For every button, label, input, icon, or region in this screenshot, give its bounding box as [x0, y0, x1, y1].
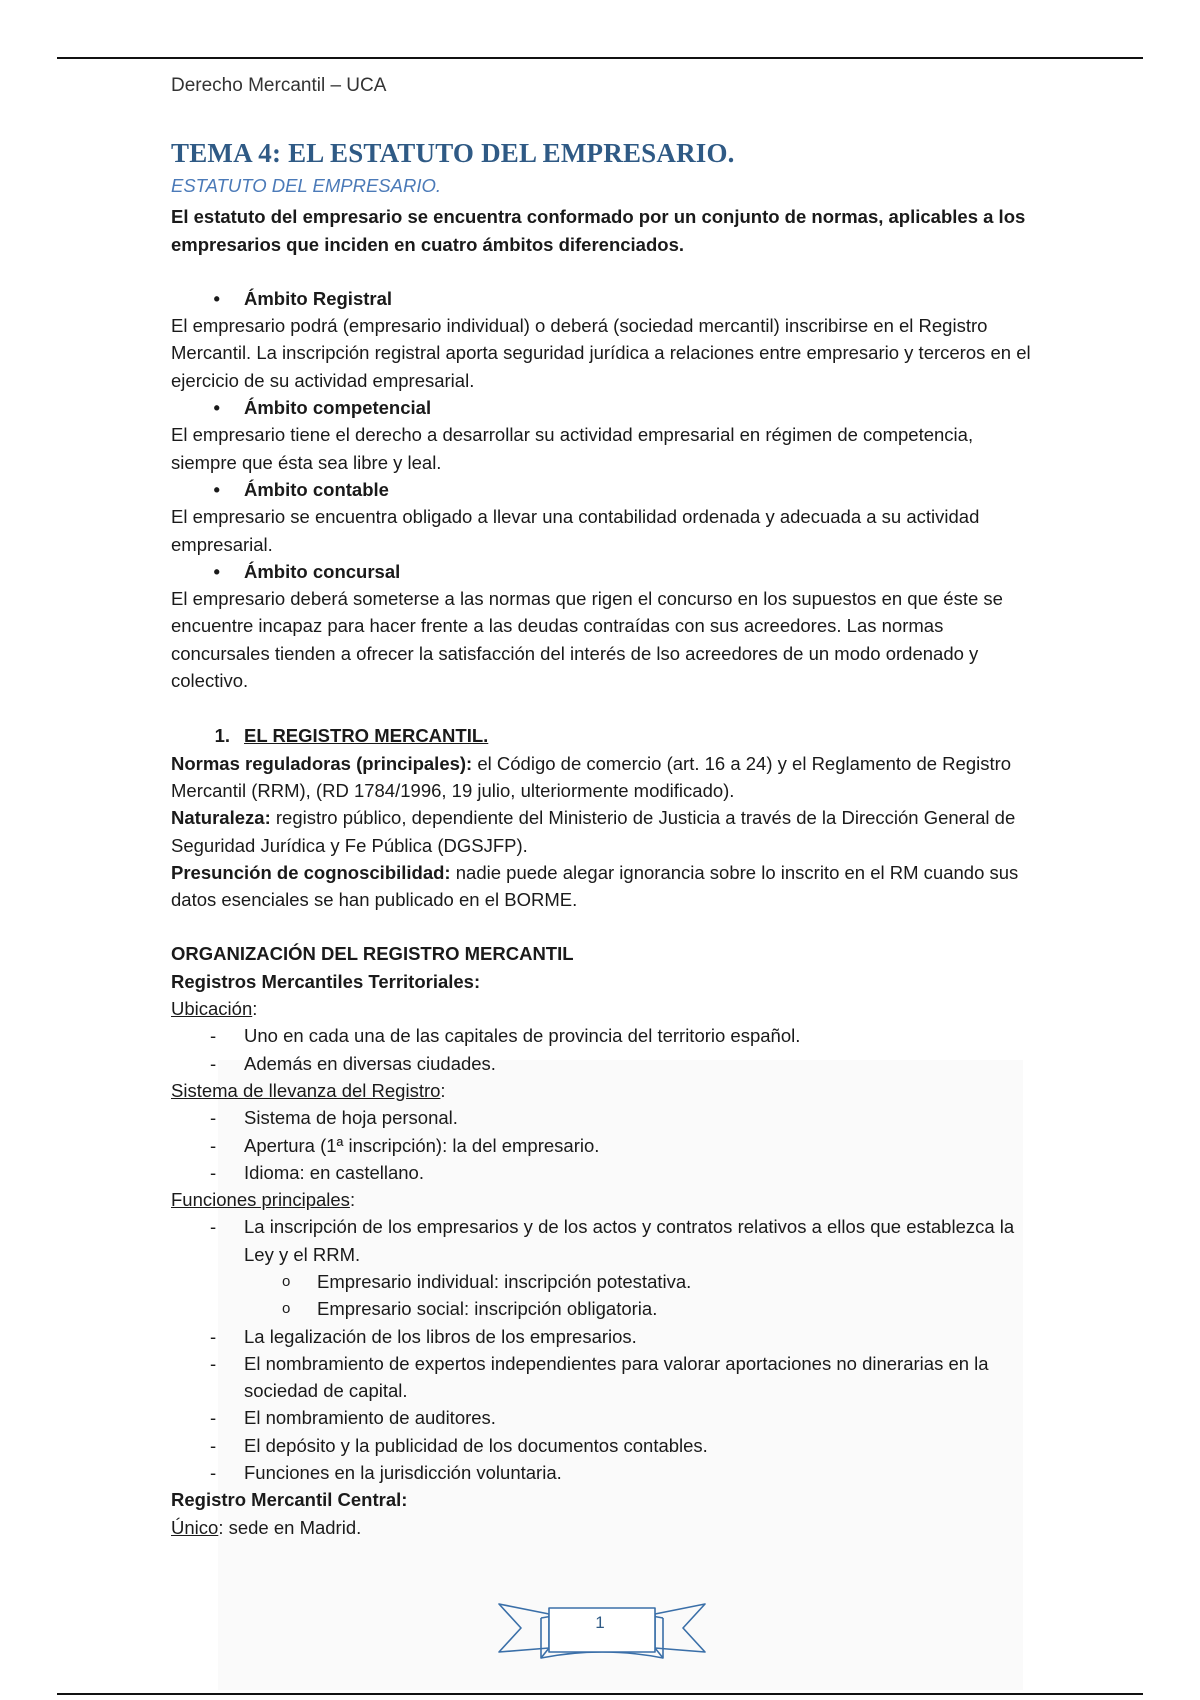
ambito-heading — [171, 285, 1031, 312]
ubicacion-label — [171, 995, 1031, 1022]
dash-icon: - — [210, 1462, 217, 1484]
ambito-heading — [171, 558, 1031, 585]
list-item-text: Uno en cada una de las capitales de provincia del territorio español. — [244, 1025, 801, 1047]
list-item-text: La inscripción de los empresarios y de los actos y contratos relativos a ellos que establezca la Ley y el RRM. — [244, 1216, 1015, 1265]
label-colon: : — [349, 1189, 356, 1211]
intro-paragraph: El estatuto del empresario se encuentra conformado por un conjunto de normas, aplicables a los empresarios que inciden en cuatro ámbitos diferenciados. — [171, 206, 1026, 255]
list-item — [171, 1050, 1031, 1077]
list-item-text: Idioma: en castellano. — [244, 1161, 424, 1183]
list-item-text: El nombramiento de expertos independientes para valorar aportaciones no dinerarias en la sociedad de capital. — [244, 1352, 989, 1402]
list-item — [171, 1432, 1031, 1459]
dash-icon: - — [210, 1407, 217, 1429]
list-item — [171, 1022, 1031, 1049]
list-item-text: Apertura (1ª inscripción): la del empresario. — [244, 1134, 600, 1156]
section-number: 1. — [214, 725, 230, 747]
list-item — [171, 1104, 1031, 1131]
label-colon: : — [252, 998, 258, 1020]
ambito-heading — [171, 476, 1031, 503]
ambito-body: El empresario podrá (empresario individual) o deberá (sociedad mercantil) inscribirse en el Registro Mercantil. La inscripción registral aporta seguridad jurídica a relaciones entre empresario y terceros en el ejercicio de su actividad empresarial. — [171, 315, 1031, 391]
normas-paragraph — [171, 750, 1031, 805]
llevanza-label — [171, 1077, 1031, 1104]
list-item — [171, 1459, 1031, 1486]
unico-label: Único — [171, 1516, 219, 1538]
territoriales-heading: Registros Mercantiles Territoriales: — [171, 970, 481, 992]
organizacion-heading: ORGANIZACIÓN DEL REGISTRO MERCANTIL — [171, 943, 574, 965]
list-item-text: Además en diversas ciudades. — [244, 1052, 496, 1074]
page-number: 1 — [595, 1613, 605, 1632]
dash-icon: - — [210, 1025, 217, 1047]
ambito-heading-text: Ámbito concursal — [244, 560, 401, 582]
ambito-body: El empresario tiene el derecho a desarrollar su actividad empresarial en régimen de competencia, siempre que ésta sea libre y leal. — [171, 424, 974, 473]
list-item — [171, 1323, 1031, 1350]
normas-text: el Código de comercio (art. 16 a 24) y el Reglamento de Registro Mercantil (RRM), (RD 1784/1996, 19 julio, ulteriormente modificado). — [171, 752, 1012, 801]
list-item — [171, 1132, 1031, 1159]
document-page — [171, 66, 1031, 1541]
ambito-heading — [171, 394, 1031, 421]
ambito-heading-text: Ámbito Registral — [244, 287, 393, 309]
bullet-icon: • — [213, 397, 220, 419]
list-item-text: La legalización de los libros de los empresarios. — [244, 1325, 637, 1347]
unico-text: : sede en Madrid. — [218, 1516, 362, 1538]
presuncion-paragraph — [171, 859, 1031, 914]
section-heading — [171, 722, 1031, 749]
dash-icon: - — [210, 1434, 217, 1456]
ambito-body: El empresario se encuentra obligado a llevar una contabilidad ordenada y adecuada a su actividad empresarial. — [171, 506, 980, 555]
list-item — [171, 1213, 1031, 1268]
sub-list-item — [171, 1268, 1031, 1295]
list-item — [171, 1350, 1031, 1405]
dash-icon: - — [210, 1134, 217, 1156]
bottom-rule — [57, 1693, 1143, 1695]
list-item — [171, 1404, 1031, 1431]
ambito-body: El empresario deberá someterse a las normas que rigen el concurso en los supuestos en que éste se encuentre incapaz para hacer frente a las deudas contraídas con sus acreedores. Las normas concursales tienden a ofrecer la satisfacción del interés de lso acreedores de un modo ordenado y colectivo. — [171, 588, 1003, 692]
naturaleza-text: registro público, dependiente del Ministerio de Justicia a través de la Dirección General de Seguridad Jurídica y Fe Pública (DGSJFP). — [171, 807, 1016, 856]
dash-icon: - — [210, 1352, 217, 1374]
list-item-text: Sistema de hoja personal. — [244, 1107, 458, 1129]
presuncion-label: Presunción de cognoscibilidad: — [171, 861, 451, 883]
presuncion-text: nadie puede alegar ignorancia sobre lo inscrito en el RM cuando sus datos esenciales se han publicado en el BORME. — [171, 861, 1019, 911]
sub-list-item — [171, 1295, 1031, 1322]
circle-bullet-icon: o — [282, 1300, 291, 1318]
dash-icon: - — [210, 1325, 217, 1347]
list-item-text: Funciones en la jurisdicción voluntaria. — [244, 1462, 562, 1484]
circle-bullet-icon: o — [282, 1272, 291, 1290]
dash-icon: - — [210, 1107, 217, 1129]
central-heading: Registro Mercantil Central: — [171, 1489, 408, 1511]
bullet-icon: • — [213, 287, 220, 309]
dash-icon: - — [210, 1052, 217, 1074]
chapter-title: TEMA 4: EL ESTATUTO DEL EMPRESARIO. — [171, 138, 735, 169]
ambito-heading-text: Ámbito contable — [244, 478, 389, 500]
naturaleza-label: Naturaleza: — [171, 807, 271, 829]
llevanza-label-text: Sistema de llevanza del Registro — [171, 1079, 441, 1101]
dash-icon: - — [210, 1161, 217, 1183]
list-item-text: El nombramiento de auditores. — [244, 1407, 496, 1429]
bullet-icon: • — [213, 560, 220, 582]
normas-label: Normas reguladoras (principales): — [171, 752, 473, 774]
naturaleza-paragraph — [171, 804, 1031, 859]
unico-paragraph — [171, 1514, 1031, 1541]
funciones-label — [171, 1186, 1031, 1213]
sub-list-item-text: Empresario social: inscripción obligatoria. — [317, 1298, 658, 1320]
dash-icon: - — [210, 1216, 217, 1238]
sub-list-item-text: Empresario individual: inscripción potestativa. — [317, 1270, 692, 1292]
chapter-subtitle: ESTATUTO DEL EMPRESARIO. — [171, 175, 442, 197]
funciones-label-text: Funciones principales — [171, 1189, 350, 1211]
running-header: Derecho Mercantil – UCA — [171, 75, 387, 96]
list-item — [171, 1159, 1031, 1186]
section-heading-text: EL REGISTRO MERCANTIL. — [244, 725, 489, 747]
bullet-icon: • — [213, 478, 220, 500]
label-colon: : — [440, 1079, 446, 1101]
ambito-heading-text: Ámbito competencial — [244, 397, 432, 419]
top-rule — [57, 57, 1143, 59]
list-item-text: El depósito y la publicidad de los documentos contables. — [244, 1434, 708, 1456]
ubicacion-label-text: Ubicación — [171, 998, 253, 1020]
